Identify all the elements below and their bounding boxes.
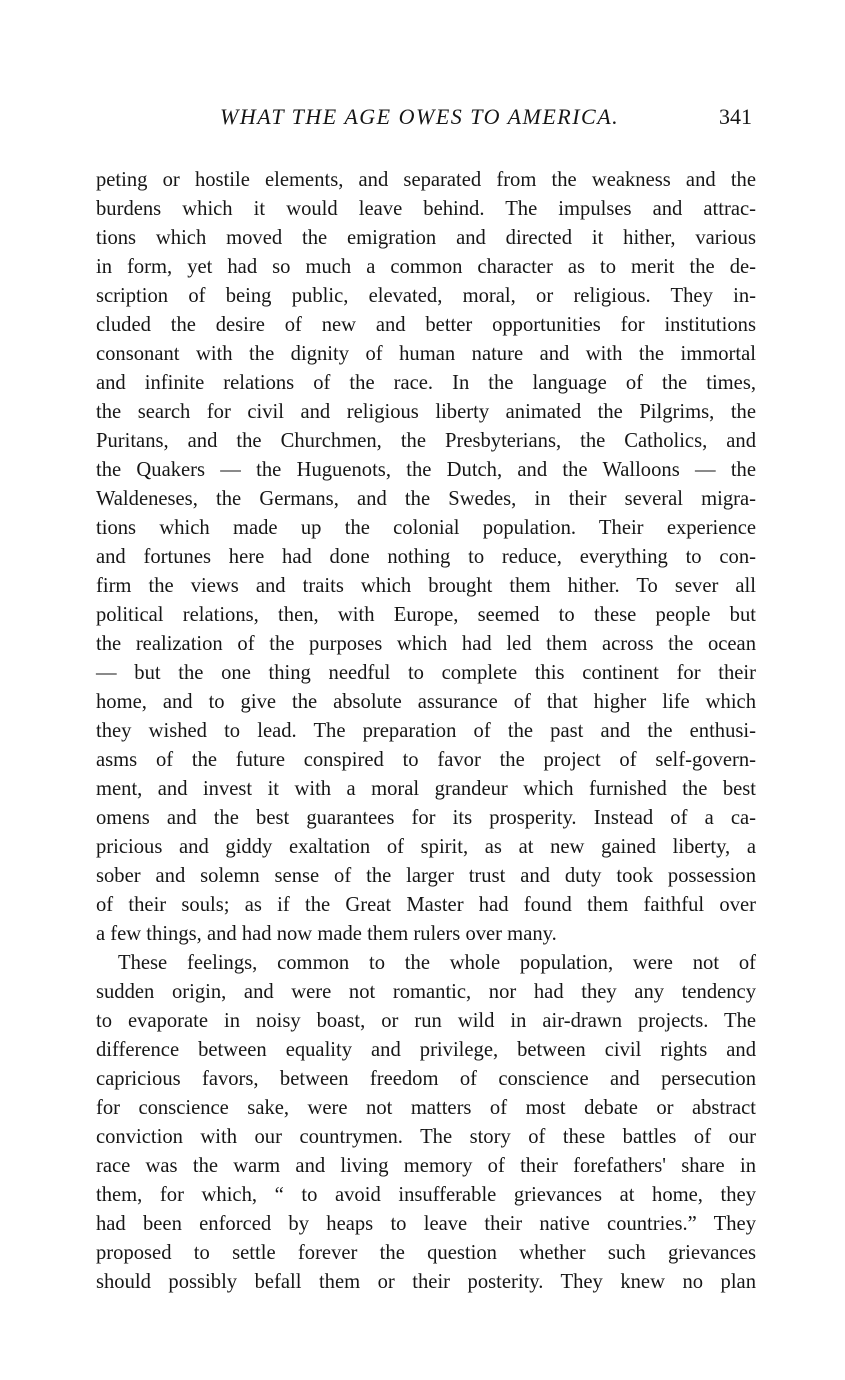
text-line: Puritans, and the Churchmen, the Presbyterians, the Catholics, and (96, 430, 756, 452)
running-title: WHAT THE AGE OWES TO AMERICA. (220, 104, 620, 129)
text-line: difference between equality and privilege, between civil rights and (96, 1039, 756, 1061)
text-line: home, and to give the absolute assurance of that higher life which (96, 691, 756, 713)
text-line: tions which moved the emigration and directed it hither, various (96, 227, 756, 249)
text-line: tions which made up the colonial population. Their experience (96, 517, 756, 539)
paragraph-1 (96, 166, 756, 949)
text-line: the search for civil and religious liberty animated the Pilgrims, the (96, 401, 756, 423)
text-line: ment, and invest it with a moral grandeur which furnished the best (96, 778, 756, 800)
text-line: to evaporate in noisy boast, or run wild in air-drawn projects. The (96, 1010, 756, 1032)
text-line: firm the views and traits which brought them hither. To sever all (96, 575, 756, 597)
text-line: had been enforced by heaps to leave their native countries.” They (96, 1213, 756, 1235)
text-line: and fortunes here had done nothing to reduce, everything to con- (96, 546, 756, 568)
text-line: — but the one thing needful to complete this continent for their (96, 662, 756, 684)
text-line: omens and the best guarantees for its prosperity. Instead of a ca- (96, 807, 756, 829)
page-number: 341 (719, 104, 752, 129)
text-line: burdens which it would leave behind. The impulses and attrac- (96, 198, 756, 220)
text-line: in form, yet had so much a common character as to merit the de- (96, 256, 756, 278)
text-line: they wished to lead. The preparation of the past and the enthusi- (96, 720, 756, 742)
text-line: These feelings, common to the whole population, were not of (118, 952, 756, 974)
text-line: proposed to settle forever the question whether such grievances (96, 1242, 756, 1264)
text-line: pricious and giddy exaltation of spirit, as at new gained liberty, a (96, 836, 756, 858)
text-line: the Quakers — the Huguenots, the Dutch, and the Walloons — the (96, 459, 756, 481)
text-line: peting or hostile elements, and separated from the weakness and the (96, 169, 756, 191)
text-line: sober and solemn sense of the larger trust and duty took possession (96, 865, 756, 887)
text-line: race was the warm and living memory of their forefathers' share in (96, 1155, 756, 1177)
text-line: conviction with our countrymen. The story of these battles of our (96, 1126, 756, 1148)
text-line: for conscience sake, were not matters of most debate or abstract (96, 1097, 756, 1119)
text-line: them, for which, “ to avoid insufferable grievances at home, they (96, 1184, 756, 1206)
text-line: consonant with the dignity of human nature and with the immortal (96, 343, 756, 365)
paragraph-2 (96, 949, 756, 1297)
text-line: of their souls; as if the Great Master had found them faithful over (96, 894, 756, 916)
text-line: and infinite relations of the race. In the language of the times, (96, 372, 756, 394)
text-line: Waldeneses, the Germans, and the Swedes, in their several migra- (96, 488, 756, 510)
text-line: a few things, and had now made them rulers over many. (96, 923, 557, 945)
running-header (96, 104, 756, 136)
body-text (96, 166, 756, 1297)
text-line: political relations, then, with Europe, seemed to these people but (96, 604, 756, 626)
text-line: the realization of the purposes which had led them across the ocean (96, 633, 756, 655)
text-line: scription of being public, elevated, moral, or religious. They in- (96, 285, 756, 307)
text-line: should possibly befall them or their posterity. They knew no plan (96, 1271, 756, 1293)
text-line: asms of the future conspired to favor the project of self-govern- (96, 749, 756, 771)
text-line: capricious favors, between freedom of conscience and persecution (96, 1068, 756, 1090)
text-line: cluded the desire of new and better opportunities for institutions (96, 314, 756, 336)
text-line: sudden origin, and were not romantic, nor had they any tendency (96, 981, 756, 1003)
